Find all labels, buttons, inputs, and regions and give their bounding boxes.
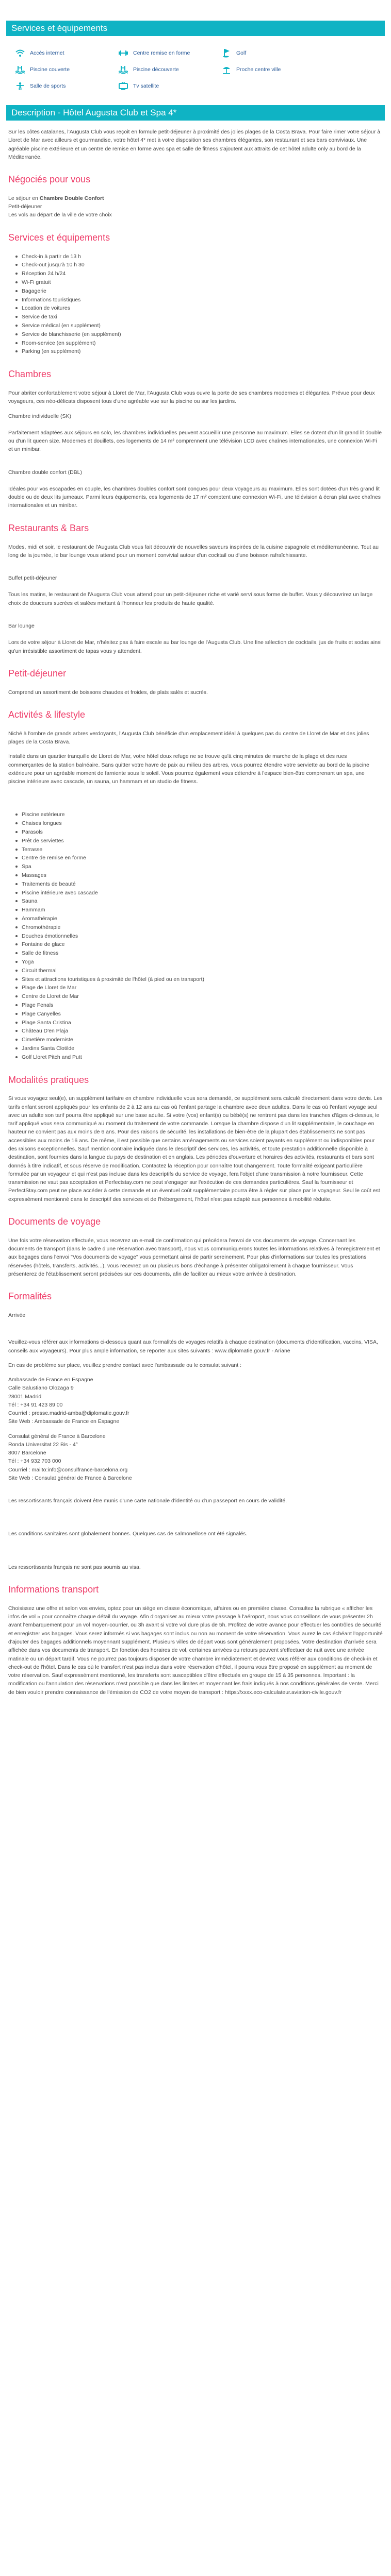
- address-line: Tél : +34 91 423 89 00: [8, 1401, 63, 1408]
- list-item: Golf Lloret Pitch and Putt: [15, 1053, 383, 1062]
- formalites-heading: Formalités: [8, 1291, 52, 1302]
- list-item: Service de taxi: [15, 313, 383, 321]
- negocie-heading: Négociés pour vous: [8, 174, 91, 185]
- formalites-status: Arrivée: [8, 1312, 26, 1318]
- list-item: Parking (en supplément): [15, 347, 383, 356]
- list-item: Bagagerie: [15, 287, 383, 296]
- list-item: Location de voitures: [15, 304, 383, 313]
- facility-item: [15, 48, 119, 58]
- list-item: Room-service (en supplément): [15, 339, 383, 348]
- address-line: Tél : +34 932 703 000: [8, 1458, 61, 1465]
- modalites-heading: Modalités pratiques: [8, 1074, 89, 1085]
- facility-item: [119, 65, 222, 74]
- bar-title: Bar lounge: [8, 622, 35, 629]
- list-item: Yoga: [15, 958, 383, 967]
- chambres-intro: Pour abriter confortablement votre séjour à Lloret de Mar, l'Augusta Club vous ouvre la porte de ses chambres modernes et élégantes. Prévue pour deux voyageurs, ces néo-délicats disposent tous d'une agréable vue sur la piscine ou sur les jardins.: [8, 390, 375, 405]
- list-item: Sauna: [15, 897, 383, 906]
- golf-icon: [222, 48, 231, 58]
- list-item: Chaises longues: [15, 819, 383, 828]
- transport-text: Choisissez une offre et selon vos envies, optez pour un siège en classe économique, affaires ou en première classe. Consultez la rubrique « afficher les infos de vol » pour connaître chaque détail du voyage. Afin d'organiser au mieux votre passage à l'aéroport, nous vous conseillons de vous présenter 2h avant l'embarquement pour un vol moyen-courrier, ou 3h avant si votre vol dure plus de 5h. Profitez de votre avance pour effectuer les contrôles de sécurité et enregistrer vos bagages. Vous serez informés si vos bagages sont inclus ou non au moment de votre réservation. Vous aurez le cas échéant l'opportunité d'ajouter des bagages additionnels moyennant supplément. Plusieurs villes de départ vous sont généralement proposées. Votre destination d'arrivée sera affichée dans vos documents de transport. En fonction des horaires de vol, certaines arrivées ou retours peuvent s'effectuer de nuit avec une arrivée matinale ou un départ tardif. Vous ne pourrez pas toujours disposer de votre chambre immédiatement et devrez vous référer aux conditions de check-in et check-out de l'hôtel. Dans le cas où le transfert n'est pas inclus dans votre réservation d'hôtel, il pourra vous être proposé en supplément au moment de votre réservation. Sauf expressément mentionné, les transferts sont susceptibles d'être effectués en groupe de 15 à 35 personnes. Important : la modification ou l'annulation des réservations n'est possible que dans les limites et moyennant les frais indiqués à nos conditions générales de vente. Merci de bien vouloir prendre connaissance de l'émission de CO2 de votre moyen de transport : https://xxxx.eco-calculateur.aviation-civile.gouv.fr: [8, 1605, 383, 1696]
- address-line: Site Web : Consulat général de France à Barcelone: [8, 1475, 132, 1481]
- page: [0, 21, 391, 1723]
- room2-title: Chambre double confort (DBL): [8, 469, 82, 476]
- list-item: Plage Fenals: [15, 1001, 383, 1010]
- list-item: Circuit thermal: [15, 967, 383, 975]
- petit-dej-text: Comprend un assortiment de boissons chaudes et froides, de plats salés et sucrés.: [8, 689, 208, 696]
- facility-label: Accès internet: [30, 49, 64, 56]
- address-line: Ronda Universitat 22 Bis - 4°: [8, 1441, 78, 1448]
- list-item: Plage Canyelles: [15, 1010, 383, 1019]
- address-line: Site Web : Ambassade de France en Espagne: [8, 1418, 120, 1425]
- list-item: Service médical (en supplément): [15, 321, 383, 330]
- list-item: Réception 24 h/24: [15, 269, 383, 278]
- documents-heading: Documents de voyage: [8, 1216, 101, 1227]
- formalites-p5: Les ressortissants français ne sont pas soumis au visa.: [8, 1564, 141, 1570]
- formalites-p2: En cas de problème sur place, veuillez prendre contact avec l'ambassade ou le consulat suivant :: [8, 1362, 242, 1368]
- formalites-p4: Les conditions sanitaires sont globalement bonnes. Quelques cas de salmonellose ont été signalés.: [8, 1531, 248, 1537]
- list-item: Service de blanchisserie (en supplément): [15, 330, 383, 339]
- beach-icon: [222, 65, 231, 74]
- list-item: Centre de remise en forme: [15, 854, 383, 862]
- services-list: [8, 252, 383, 357]
- fitness-icon: [119, 48, 128, 58]
- list-item: Massages: [15, 871, 383, 880]
- restaurants-intro: Modes, midi et soir, le restaurant de l'Augusta Club vous fait découvrir de nouvelles saveurs inspirées de la cuisine espagnole et méditerranéenne. Tout au long de la journée, le bar lounge vous attend pour un moment convivial autour d'un cocktail ou d'une boisson rafraîchissante.: [8, 544, 379, 558]
- list-item: Piscine extérieure: [15, 810, 383, 819]
- gym-icon: [15, 81, 25, 91]
- petit-dej-heading: Petit-déjeuner: [8, 668, 67, 679]
- facility-item: [222, 65, 325, 74]
- facility-label: Proche centre ville: [236, 66, 281, 73]
- documents-text: Une fois votre réservation effectuée, vous recevrez un e-mail de confirmation qui précédera l'envoi de vos documents de voyage. Concernant les documents de transport (dans le cadre d'une réservation avec transport), nous vous communiquerons toutes les informations relatives à l'enregistrement et aux bagages dans l'envoi "Vos documents de voyage" vous permettant ainsi de partir sereinement. Pour plus d'informations sur toutes les prestations réservées (hôtels, transferts, activités...), vous recevrez un ou plusieurs bons d'échange à présenter obligatoirement à chaque fournisseur. Vous présenterez de l'établissement seront précisées sur ces documents, afin de faciliter au mieux votre arrivée à destination.: [8, 1237, 380, 1277]
- facilities-grid: [6, 36, 385, 105]
- facility-item: [119, 81, 222, 91]
- embassy-block: [8, 1376, 383, 1426]
- description-banner: Description - Hôtel Augusta Club et Spa 4*: [6, 105, 385, 121]
- formalites-p1: Veuillez-vous référer aux informations ci-dessous quant aux formalités de voyages relatifs à chaque destination (documents d'identification, vaccins, VISA, conseils aux voyageurs). Pour plus ample information, se reporter aux sites suivants : www.diplomatie.gouv.fr - Ariane: [8, 1339, 378, 1354]
- facility-label: Golf: [236, 49, 247, 56]
- room1-title: Chambre individuelle (SK): [8, 413, 71, 419]
- facility-item: [15, 65, 119, 74]
- activites-heading: Activités & lifestyle: [8, 709, 86, 720]
- list-item: Chromothérapie: [15, 923, 383, 932]
- facility-label: Salle de sports: [30, 82, 66, 89]
- facility-item: [222, 48, 325, 58]
- pool-icon: [15, 65, 25, 74]
- tv-icon: [119, 81, 128, 91]
- list-item: Terrasse: [15, 845, 383, 854]
- intro-text: Sur les côtes catalanes, l'Augusta Club vous reçoit en formule petit-déjeuner à proximité des jolies plages de la Costa Brava. Pour faire rimer votre séjour à Lloret de Mar avec ailleurs et gourmandise, votre hôtel 4* met à votre disposition ses chambres élégantes, son restaurant et ses bars conviviaux. Une agréable piscine extérieure et un centre de remise en forme avec spa et salle de fitness s'ajoutent aux attraits de cet hôtel adulte only au bord de la Méditerranée.: [8, 129, 381, 160]
- list-item: Centre de Lloret de Mar: [15, 992, 383, 1001]
- list-item: Château D'en Plaja: [15, 1027, 383, 1036]
- wifi-icon: [15, 48, 25, 58]
- address-line: 28001 Madrid: [8, 1393, 42, 1400]
- room1-text: Parfaitement adaptées aux séjours en solo, les chambres individuelles peuvent accueillir une personne au maximum. Elles se dotent d'un lit grand lit double ou d'un lit queen size. Modernes et douillets, ces logements de 14 m² comprennent une télévision LCD avec chaînes internationales, une connexion Wi-Fi et un minibar.: [8, 429, 382, 453]
- facility-label: Piscine découverte: [133, 66, 179, 73]
- activites-p2: Installé dans un quartier tranquille de Lloret de Mar, votre hôtel doux refuge ne se trouve qu'à cinq minutes de marche de la plage et des rues commerçantes de la station balnéaire. Sans quitter votre havre de paix au milieu des arbres, vous pourrez étendre votre serviette au bord de la piscine extérieure pour un agréable moment de farniente sous le soleil. Vous pourrez également vous détendre à l'espace bien-être comprenant un spa, une piscine intérieure avec cascade, un sauna, un hammam et un studio de fitness.: [8, 753, 369, 785]
- description-body: [6, 121, 385, 1697]
- activites-list: [8, 810, 383, 1061]
- list-item: Prêt de serviettes: [15, 837, 383, 845]
- negocie-line: Les vols au départ de la ville de votre choix: [8, 212, 112, 218]
- modalites-text: Si vous voyagez seul(e), un supplément tarifaire en chambre individuelle vous sera demandé, ce supplément sera calculé directement dans votre devis. Les tarifs enfant seront appliqués pour les enfants de 2 à 12 ans au cas où l'enfant partage la chambre avec deux adultes. Dans le cas où l'enfant voyage seul avec un adulte son tarif pourra être appliqué sur une base adulte. Si votre (vos) enfant(s) ou bébé(s) ne rentrent pas dans les tranches d'âges ci-dessus, le tarif appliqué vous sera communiqué au moment du traitement de votre commande. Lorsque la chambre dispose d'un lit supplémentaire, le couchage en hauteur ne convient pas aux moins de 6 ans. Pour des raisons de sécurité, les installations de bien-être de la plupart des établissements ne sont pas accessibles aux moins de 16 ans. De même, il est possible que certains aménagements ou services soient payants en supplément ou indisponibles pour des raisons exceptionnelles. Sauf mention contraire indiquée dans le descriptif des services, les activités, et toute prestation additionnelle disponible à destination, sont fournies dans la langue du pays de destination et en anglais. Les périodes d'ouverture et horaires des activités, restaurants et bars sont donnés à titre indicatif, et sous réserve de modification. Contactez la réception pour connaître tout changement. Toute formalité exigeant particulière formulée par un voyageur et qui n'est pas incluse dans les descriptifs du service de voyage, fera l'objet d'une transmission à notre fournisseur. Cette transmission ne vaut pas acceptation et Perfectstay.com ne peut s'engager sur l'exécution de ces demandes particulières. Sauf la fournisseur et PerfectStay.com peut ne place accéder à cette demande et un éventuel coût supplémentaire pourra être à régler sur place par le voyageur. Seul le coût est expressément mentionné dans le descriptif des services et de l'hébergement, l'hôtel n'est pas adapté aux personnes à mobilité réduite.: [8, 1095, 383, 1202]
- address-line: 8007 Barcelone: [8, 1450, 46, 1456]
- list-item: Plage de Lloret de Mar: [15, 984, 383, 992]
- list-item: Douches émotionnelles: [15, 932, 383, 941]
- list-item: Jardins Santa Clotilde: [15, 1044, 383, 1053]
- negocie-line: Petit-déjeuner: [8, 204, 42, 210]
- address-line: Ambassade de France en Espagne: [8, 1377, 93, 1383]
- services-banner: Services et équipements: [6, 21, 385, 36]
- list-item: Piscine intérieure avec cascade: [15, 889, 383, 897]
- list-item: Aromathérapie: [15, 914, 383, 923]
- facility-label: Centre remise en forme: [133, 49, 190, 56]
- transport-heading: Informations transport: [8, 1584, 99, 1595]
- address-line: Courriel : mailto:info@consulfrance-barcelona.org: [8, 1466, 128, 1473]
- list-item: Fontaine de glace: [15, 940, 383, 949]
- facility-item: [15, 81, 119, 91]
- activites-p1: Niché à l'ombre de grands arbres verdoyants, l'Augusta Club bénéficie d'un emplacement idéal à quelques pas du centre de Lloret de Mar et des jolies plages de la Costa Brava.: [8, 730, 369, 745]
- list-item: Traitements de beauté: [15, 880, 383, 889]
- list-item: Sites et attractions touristiques à proximité de l'hôtel (à pied ou en transport): [15, 975, 383, 984]
- buffet-text: Tous les matins, le restaurant de l'Augusta Club vous attend pour un petit-déjeuner riche et varié servi sous forme de buffet. Vous y découvrirez un large choix de douceurs sucrées et salées mettant à l'honneur les produits de haute qualité.: [8, 591, 373, 606]
- chambres-heading: Chambres: [8, 369, 52, 380]
- address-line: Consulat général de France à Barcelone: [8, 1433, 106, 1439]
- list-item: Wi-Fi gratuit: [15, 278, 383, 287]
- services-heading: Services et équipements: [8, 232, 110, 243]
- facility-item: [119, 48, 222, 58]
- list-item: Informations touristiques: [15, 296, 383, 304]
- buffet-title: Buffet petit-déjeuner: [8, 575, 57, 582]
- list-item: Spa: [15, 862, 383, 871]
- list-item: Parasols: [15, 828, 383, 837]
- facility-label: Piscine couverte: [30, 66, 70, 73]
- consulate-block: [8, 1432, 383, 1483]
- address-line: Calle Salustiano Olozaga 9: [8, 1385, 74, 1392]
- bar-text: Lors de votre séjour à Lloret de Mar, n'hésitez pas à faire escale au bar lounge de l'Augusta Club. Une fine sélection de cocktails, jus de fruits et sodas ainsi qu'un irrésistible assortiment de tapas vous y attendent.: [8, 639, 382, 654]
- list-item: Hammam: [15, 906, 383, 914]
- list-item: Salle de fitness: [15, 949, 383, 958]
- address-line: Courriel : presse.madrid-amba@diplomatie.gouv.fr: [8, 1410, 129, 1417]
- room2-text: Idéales pour vos escapades en couple, les chambres doubles confort sont conçues pour deux voyageurs au maximum. Elles sont dotées d'un très grand lit double ou de deux lits jumeaux. Parmi leurs équipements, ces logements de 17 m² comptent une connexion Wi-Fi, une télévision à écran plat avec chaînes internationales et un minibar.: [8, 485, 381, 509]
- negocie-line: Le séjour en Chambre Double Confort: [8, 195, 104, 201]
- facility-label: Tv satellite: [133, 82, 159, 89]
- list-item: Check-in à partir de 13 h: [15, 252, 383, 261]
- formalites-p3: Les ressortissants français doivent être munis d'une carte nationale d'identité ou d'un passeport en cours de validité.: [8, 1498, 287, 1504]
- list-item: Check-out jusqu'à 10 h 30: [15, 261, 383, 269]
- pool-icon: [119, 65, 128, 74]
- restaurants-heading: Restaurants & Bars: [8, 522, 89, 533]
- list-item: Cimetière moderniste: [15, 1036, 383, 1044]
- list-item: Plage Santa Cristina: [15, 1019, 383, 1027]
